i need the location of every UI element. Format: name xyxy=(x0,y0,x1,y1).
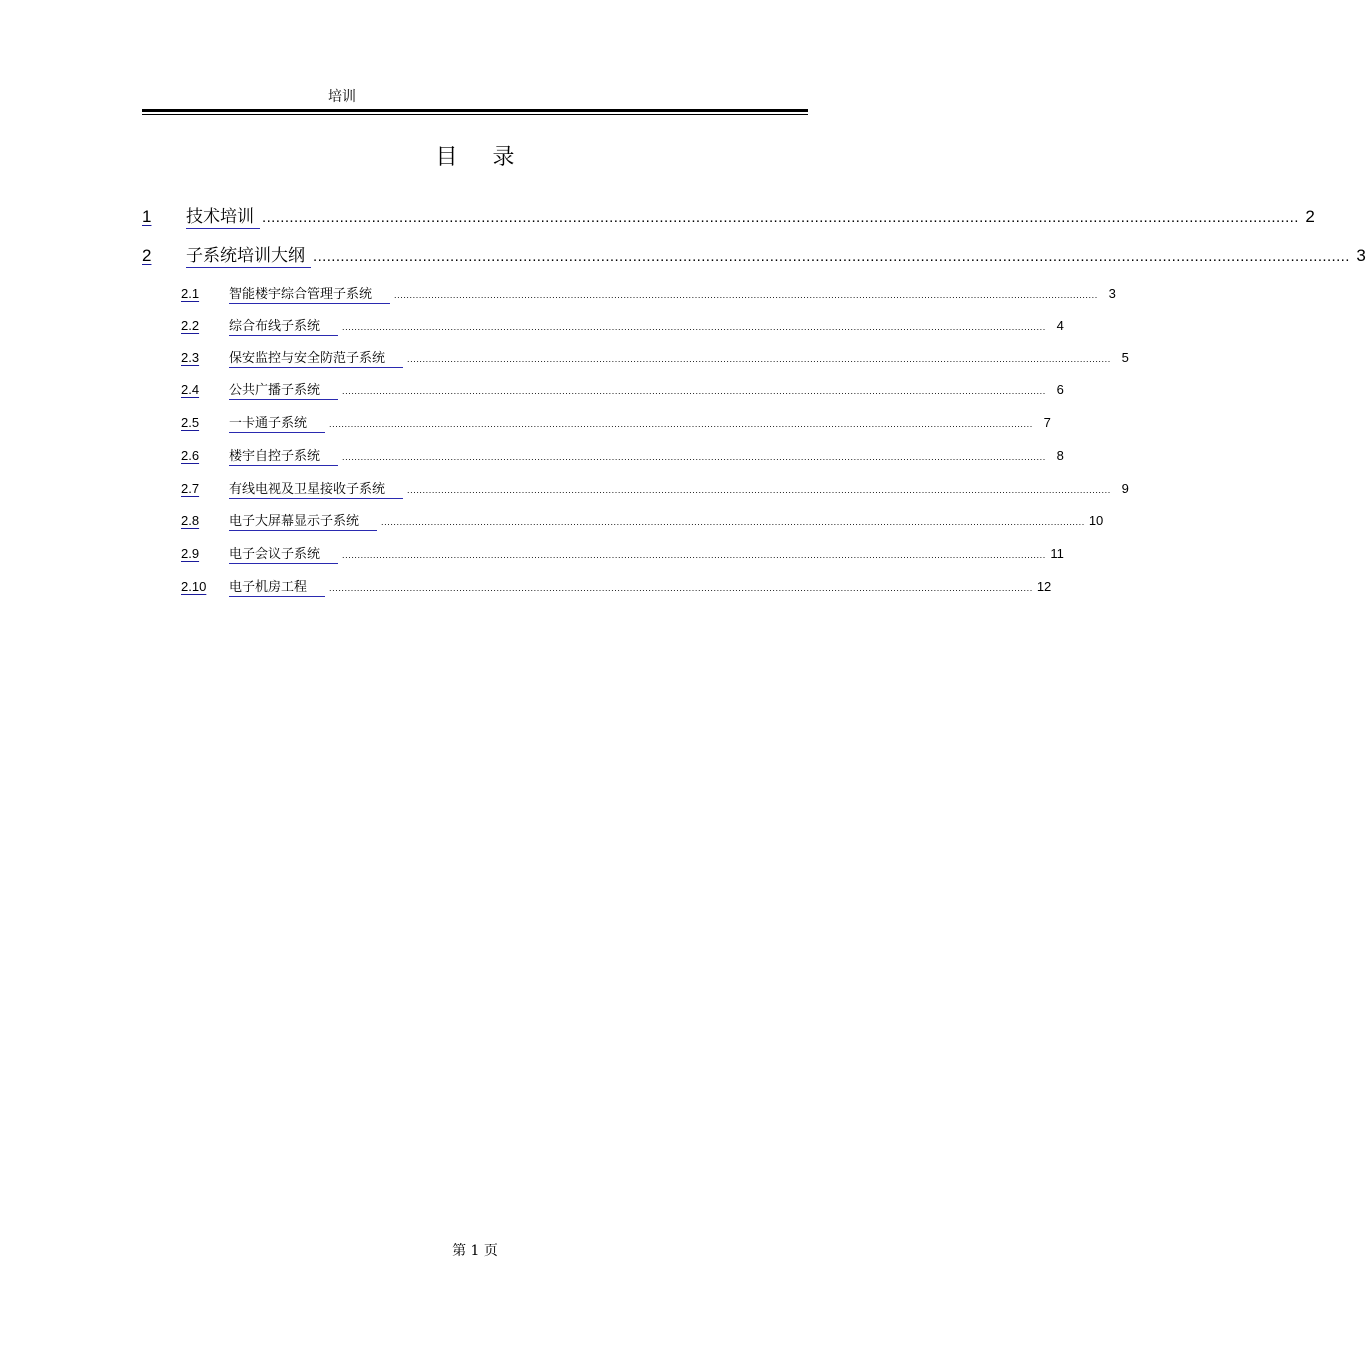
toc-entry-number[interactable]: 2.9 xyxy=(181,546,200,561)
toc-entry-title[interactable]: 子系统培训大纲 xyxy=(186,241,311,268)
toc-entry-2-4[interactable] xyxy=(181,379,1064,398)
toc-entry-2-8[interactable] xyxy=(181,510,1104,529)
toc-entry-title[interactable]: 电子大屏幕显示子系统 xyxy=(229,510,377,531)
toc-entry-page[interactable]: 7 xyxy=(1043,415,1051,430)
toc-entry-2-7[interactable] xyxy=(181,478,1129,497)
toc-leader-dots: ................................................................................................................................................................................................................................... xyxy=(394,290,1098,300)
toc-entry-page[interactable]: 8 xyxy=(1056,448,1064,463)
toc-leader-dots: ................................................................................................................................................................................................................................... xyxy=(313,248,1350,265)
page-footer: 第 1 页 xyxy=(452,1243,498,1259)
toc-entry-title[interactable]: 电子机房工程 xyxy=(229,576,325,597)
toc-entry-title[interactable]: 一卡通子系统 xyxy=(229,412,325,433)
toc-entry-page[interactable]: 2 xyxy=(1305,207,1315,226)
toc-entry-2-6[interactable] xyxy=(181,445,1064,464)
toc-entry-title[interactable]: 智能楼宇综合管理子系统 xyxy=(229,283,390,304)
toc-entry-number[interactable]: 1 xyxy=(142,207,152,226)
toc-entry-2-1[interactable] xyxy=(181,283,1116,302)
toc-entry-page[interactable]: 12 xyxy=(1036,579,1052,594)
toc-leader-dots: ................................................................................................................................................................................................................................... xyxy=(342,386,1046,396)
toc-leader-dots: ................................................................................................................................................................................................................................... xyxy=(329,583,1033,593)
toc-entry-number[interactable]: 2.3 xyxy=(181,350,200,365)
toc-entry-page[interactable]: 11 xyxy=(1050,546,1064,561)
header-rule-thin xyxy=(142,114,808,115)
toc-entry-2-2[interactable] xyxy=(181,315,1064,334)
toc-entry-number[interactable]: 2.4 xyxy=(181,382,200,397)
toc-entry-page[interactable]: 6 xyxy=(1056,382,1064,397)
toc-entry-title[interactable]: 楼宇自控子系统 xyxy=(229,445,338,466)
toc-entry-page[interactable]: 3 xyxy=(1108,286,1116,301)
toc-entry-title[interactable]: 保安监控与安全防范子系统 xyxy=(229,347,403,368)
toc-entry-title[interactable]: 电子会议子系统 xyxy=(229,543,338,564)
toc-entry-number[interactable]: 2.5 xyxy=(181,415,200,430)
toc-leader-dots: ................................................................................................................................................................................................................................... xyxy=(407,485,1111,495)
toc-leader-dots: ................................................................................................................................................................................................................................... xyxy=(407,354,1111,364)
toc-entry-page[interactable]: 5 xyxy=(1121,350,1129,365)
toc-entry-page[interactable]: 3 xyxy=(1356,246,1366,265)
toc-leader-dots: ................................................................................................................................................................................................................................... xyxy=(262,209,1299,226)
header-title: 培训 xyxy=(328,89,356,105)
toc-leader-dots: ................................................................................................................................................................................................................................... xyxy=(342,550,1046,560)
toc-leader-dots: ................................................................................................................................................................................................................................... xyxy=(381,517,1085,527)
header-rule-thick xyxy=(142,109,808,112)
toc-entry-number[interactable]: 2 xyxy=(142,246,152,265)
toc-entry-title[interactable]: 公共广播子系统 xyxy=(229,379,338,400)
toc-entry-page[interactable]: 10 xyxy=(1088,513,1104,528)
toc-entry-number[interactable]: 2.7 xyxy=(181,481,200,496)
toc-leader-dots: ................................................................................................................................................................................................................................... xyxy=(329,419,1033,429)
toc-entry-number[interactable]: 2.2 xyxy=(181,318,200,333)
toc-leader-dots: ................................................................................................................................................................................................................................... xyxy=(342,322,1046,332)
toc-entry-number[interactable]: 2.8 xyxy=(181,513,200,528)
toc-entry-2-3[interactable] xyxy=(181,347,1129,366)
toc-title: 目 录 xyxy=(435,145,529,170)
toc-leader-dots: ................................................................................................................................................................................................................................... xyxy=(342,452,1046,462)
toc-entry-1[interactable] xyxy=(142,202,1315,227)
toc-entry-number[interactable]: 2.10 xyxy=(181,579,207,594)
toc-entry-title[interactable]: 技术培训 xyxy=(186,202,260,229)
toc-entry-title[interactable]: 有线电视及卫星接收子系统 xyxy=(229,478,403,499)
toc-entry-2[interactable] xyxy=(142,241,1366,266)
toc-entry-2-9[interactable] xyxy=(181,543,1064,562)
toc-entry-number[interactable]: 2.6 xyxy=(181,448,200,463)
toc-entry-2-10[interactable] xyxy=(181,576,1052,595)
toc-entry-page[interactable]: 9 xyxy=(1121,481,1129,496)
toc-entry-number[interactable]: 2.1 xyxy=(181,286,200,301)
toc-entry-page[interactable]: 4 xyxy=(1056,318,1064,333)
toc-entry-2-5[interactable] xyxy=(181,412,1051,431)
toc-entry-title[interactable]: 综合布线子系统 xyxy=(229,315,338,336)
